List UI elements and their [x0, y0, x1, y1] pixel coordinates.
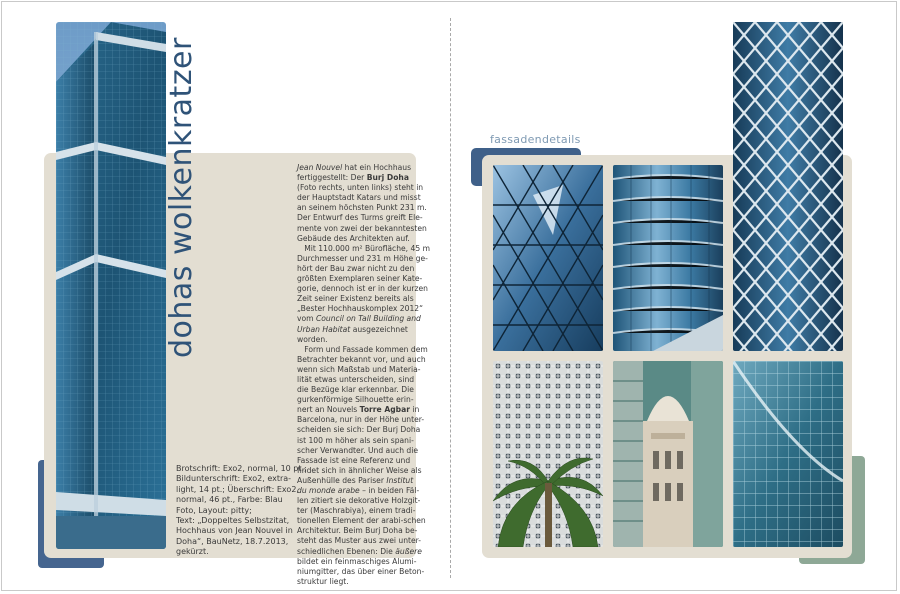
- body-line: bildet ein feinmaschiges Alumi-: [297, 556, 417, 566]
- body-line: gorie, dennoch ist er in der kurzen: [297, 284, 428, 294]
- body-line: größten Exemplaren seiner Kate-: [297, 274, 423, 284]
- caption-line: Foto, Layout: pitty;: [176, 505, 252, 515]
- page-spine: [450, 18, 451, 578]
- facade-photo-dome-building: [613, 361, 723, 547]
- body-line: mente von zwei der bekanntesten: [297, 223, 427, 233]
- body-line: Zeit seiner Existenz bereits als: [297, 294, 414, 304]
- body-line: Gebäude des Architekten auf.: [297, 233, 410, 243]
- body-line: schiedlichen Ebenen: Die äußere: [297, 546, 422, 556]
- body-line: wenn sich Maßstab und Materia-: [297, 364, 421, 374]
- caption-line: Brotschrift: Exo2, normal, 10 pt.;: [176, 464, 307, 473]
- facade-photo-curved-glass: [613, 165, 723, 351]
- body-line: len zitiert sie dekorative Holzgit-: [297, 496, 421, 506]
- body-line: ter (Maschrabiya), einem tradi-: [297, 506, 416, 516]
- body-line: findet sich in ähnlicher Weise als: [297, 465, 422, 475]
- body-line: Urban Habitat ausgezeichnet: [297, 324, 408, 334]
- body-line: gurkenförmige Silhouette erin-: [297, 395, 414, 405]
- caption-line: Bildunterschrift: Exo2, extra-: [176, 474, 292, 484]
- body-line: Architektur. Beim Burj Doha be-: [297, 526, 418, 536]
- caption-line: gekürzt.: [176, 547, 209, 557]
- body-line: worden.: [297, 334, 328, 344]
- tower-photo: [56, 22, 166, 549]
- article-body: [297, 163, 430, 587]
- body-line: scher Verwandter. Und auch die: [297, 445, 419, 455]
- facade-photo-diagrid-tower: [733, 22, 843, 351]
- body-line: Jean Nouvel hat ein Hochhaus: [297, 163, 412, 172]
- body-line: Der Entwurf des Turms greift Ele-: [297, 213, 423, 223]
- body-line: Betrachter bekannt vor, und auch: [297, 354, 426, 364]
- body-line: „Bester Hochhauskomplex 2012“: [297, 304, 424, 314]
- body-line: lität etwas unterscheiden, sind: [297, 374, 415, 384]
- body-line: nert an Nouvels Torre Agbar in: [297, 405, 420, 415]
- body-line: ist 100 m höher als sein spani-: [297, 435, 414, 445]
- caption-line: light, 14 pt.; Überschrift: Exo2,: [176, 484, 299, 494]
- body-line: Form und Fassade kommen dem: [297, 344, 428, 354]
- body-line: struktur liegt.: [297, 576, 349, 586]
- body-line: Außenhülle des Pariser Institut: [297, 475, 414, 485]
- body-line: tionellen Element der arabi-schen: [297, 516, 426, 526]
- body-line: Barcelona, nur in der Höhe unter-: [297, 415, 425, 425]
- body-line: niumgitter, das über einer Beton-: [297, 566, 425, 576]
- body-line: an seinem höchsten Punkt 231 m.: [297, 203, 427, 213]
- body-line: die Bezüge klar erkennbar. Die: [297, 385, 414, 395]
- body-line: der Hauptstadt Katars und misst: [297, 193, 421, 203]
- body-line: hört der Bau zwar nicht zu den: [297, 263, 415, 273]
- caption-line: Text: „Doppeltes Selbstzitat,: [176, 516, 290, 526]
- body-line: steht das Muster aus zwei unter-: [297, 536, 422, 546]
- body-line: fertiggestellt: Der Burj Doha: [297, 173, 409, 183]
- body-line: du monde arabe – in beiden Fäl-: [297, 486, 420, 495]
- page-title: [164, 20, 200, 360]
- body-line: Mit 110.000 m² Bürofläche, 45 m: [297, 243, 430, 253]
- body-line: vom Council on Tall Building and: [297, 314, 421, 324]
- caption-line: normal, 46 pt., Farbe: Blau: [176, 495, 283, 505]
- facade-photo-mashrabiya-palm: [493, 361, 603, 547]
- body-line: scheiden sie sich: Der Burj Doha: [297, 425, 421, 435]
- body-line: Durchmesser und 231 m Höhe ge-: [297, 253, 428, 263]
- body-line: (Foto rechts, unten links) steht in: [297, 183, 424, 193]
- caption-line: Hochhaus von Jean Nouvel in: [176, 526, 293, 536]
- facade-photo-glass-grid: [733, 361, 843, 547]
- facade-photo-triangles: [493, 165, 603, 351]
- caption-line: Doha“, BauNetz, 18.7.2013,: [176, 536, 289, 546]
- section-subhead: fassadendetails: [490, 133, 581, 146]
- page-title-text: dohas wolkenkratzer: [164, 37, 199, 358]
- body-line: Fassade ist eine Referenz und: [297, 455, 411, 465]
- photo-caption: [176, 464, 307, 558]
